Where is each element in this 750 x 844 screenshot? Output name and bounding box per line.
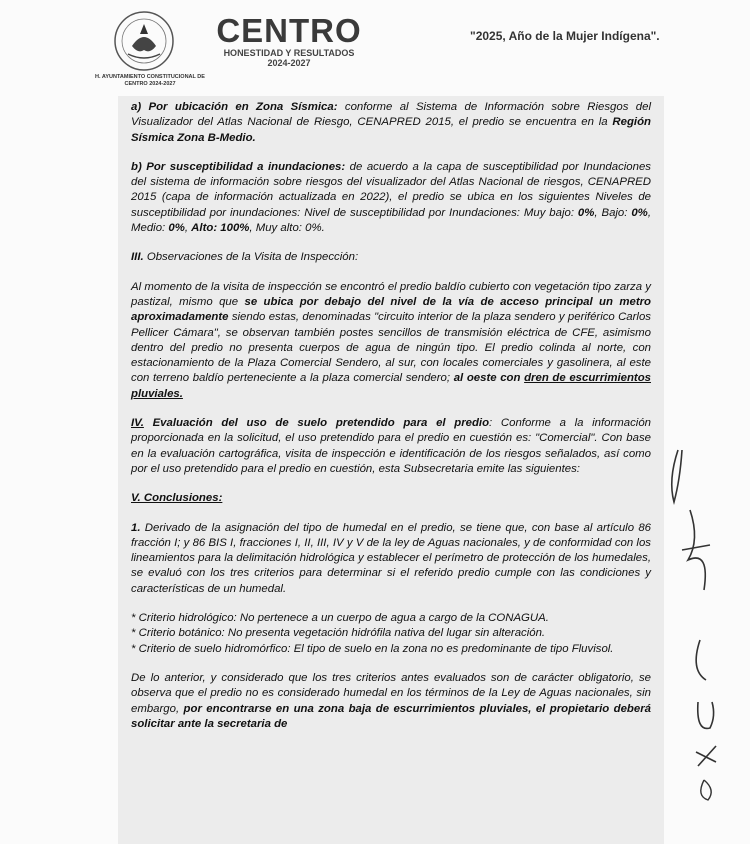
brand-subtitle: HONESTIDAD Y RESULTADOS [223, 48, 355, 58]
final-bold: por encontrarse en una zona baja de escurrimientos pluviales, el propietario deberá solicitar ante la secretaria de [131, 702, 651, 730]
section-iii-title: Observaciones de la Visita de Inspección: [143, 251, 359, 264]
criterion-hydrological: * Criterio hidrológico: No pertenece a un cuerpo de agua a cargo de la CONAGUA. [131, 612, 549, 625]
section-b-text: de acuerdo a la capa de susceptibilidad por Inundaciones del sistema de información sobre riesgos del visualizador del Atlas Nacional de riesgos, CENAPRED 2015 (capa de información actualizada en 2022), el predio se ubica en los siguientes Niveles de susceptibilidad por inundaciones: Nivel de susceptibilidad por Inundaciones: Muy bajo: [131, 160, 651, 219]
coat-of-arms-seal [110, 10, 178, 72]
flood-very-low-value: 0% [577, 206, 595, 219]
heading-inspection [131, 250, 651, 265]
flood-high-value: Alto: 100% [191, 222, 250, 235]
visit-text-1: Al momento de la visita de inspección se encontró el predio baldío cubierto con vegetación tipo zarza y pastizal, mismo que [131, 280, 651, 308]
criterion-botanical: * Criterio botánico: No presenta vegetación hidrófila nativa del lugar sin alteración. [131, 627, 546, 640]
paragraph-final [131, 671, 651, 732]
handwritten-margin-signature [660, 440, 740, 820]
flood-medium-value: 0% [168, 222, 185, 235]
section-b-title: b) Por susceptibilidad a inundaciones: [131, 160, 346, 173]
section-a-emph: Región Sísmica Zona B-Medio. [131, 116, 651, 144]
paragraph-inspection-visit [131, 280, 651, 402]
section-a-text: conforme al Sistema de Información sobre Riesgos del Visualizador del Atlas Nacional de Riesgo, CENAPRED 2015, el predio se encuentra en la [131, 101, 651, 129]
section-v-title: V. Conclusiones: [131, 492, 223, 505]
criterion-hydromorphic-soil: * Criterio de suelo hidromórfico: El tipo de suelo en la zona no es predominante de tipo Fluvisol. [131, 642, 614, 655]
section-b-t5: , Muy alto: 0%. [249, 222, 325, 235]
final-text: De lo anterior, y considerado que los tres criterios antes evaluados son de carácter obligatorio, se observa que el predio no es considerado humedal en los términos de la Ley de Aguas nacionales, sin embargo, [131, 671, 651, 715]
visit-bold-2: al oeste con [453, 372, 525, 385]
visit-text-2: siendo estas, denominadas "circuito interior de la plaza sendero y periférico Carlos Pellicer Cámara", se observan también postes sencillos de transmisión eléctrica de CFE, asimismo dentro del predio no presenta cuerpos de agua de ningún tipo. El predio colinda al norte, con estacionamiento de la Plaza Comercial Sendero, al sur, con locales comerciales y gasolinera, al este con terreno baldío perteneciente a la plaza comercial sendero; [131, 311, 651, 385]
paragraph-conclusion-1 [131, 521, 651, 597]
paragraph-flood-susceptibility [131, 160, 651, 236]
brand-years: 2024-2027 [267, 58, 311, 68]
section-iv-text: : Conforme a la información proporcionada en la solicitud, el uso pretendido para el predio en cuestión es: "Comercial". Con base en la evaluación cartográfica, visita de inspección e identificación de los riesgos señalados, así como por el uso pretendido para el predio en cuestión, esta Subsecretaria emite las siguientes: [131, 417, 651, 475]
section-iii-number: III. [131, 251, 144, 264]
paragraph-seismic-zone [131, 100, 651, 146]
flood-low-value: 0% [631, 206, 648, 219]
heading-conclusions [131, 491, 651, 506]
document-body [118, 96, 664, 844]
brand-title: CENTRO [216, 12, 362, 49]
conclusion-1-text: Derivado de la asignación del tipo de humedal en el predio, se tiene que, con base al artículo 86 fracción I; y 86 BIS I, fracciones I, II, III, IV y V de la ley de Aguas nacionales, y de conformidad con los lineamientos para la delimitación hidrológica y establecer el perímetro de protección de los humedales, se evaluó con los tres criterios para determinar si el referido predio cumple con las condiciones y características de un humedal. [131, 521, 651, 595]
visit-bold-3: dren de escurrimientos pluviales. [131, 372, 651, 400]
section-iv-title: Evaluación del uso de suelo pretendido para el predio [143, 417, 490, 430]
section-b-t3: , Medio: [131, 206, 651, 235]
section-b-t4: , [184, 222, 192, 235]
year-slogan: "2025, Año de la Mujer Indígena". [470, 29, 660, 43]
criteria-list [131, 611, 651, 657]
seal-caption: H. AYUNTAMIENTO CONSTITUCIONAL DE CENTRO 2024-2027 [95, 74, 205, 87]
section-iv-number: IV. [131, 417, 144, 430]
brand-block [208, 14, 370, 68]
letterhead [0, 0, 750, 100]
conclusion-1-number: 1. [131, 521, 141, 534]
visit-bold-1: se ubica por debajo del nivel de la vía de acceso principal un metro aproximadamente [131, 295, 651, 324]
paragraph-land-use [131, 416, 651, 477]
section-a-title: a) Por ubicación en Zona Sísmica: [131, 101, 338, 113]
section-b-t2: , Bajo: [594, 206, 632, 219]
